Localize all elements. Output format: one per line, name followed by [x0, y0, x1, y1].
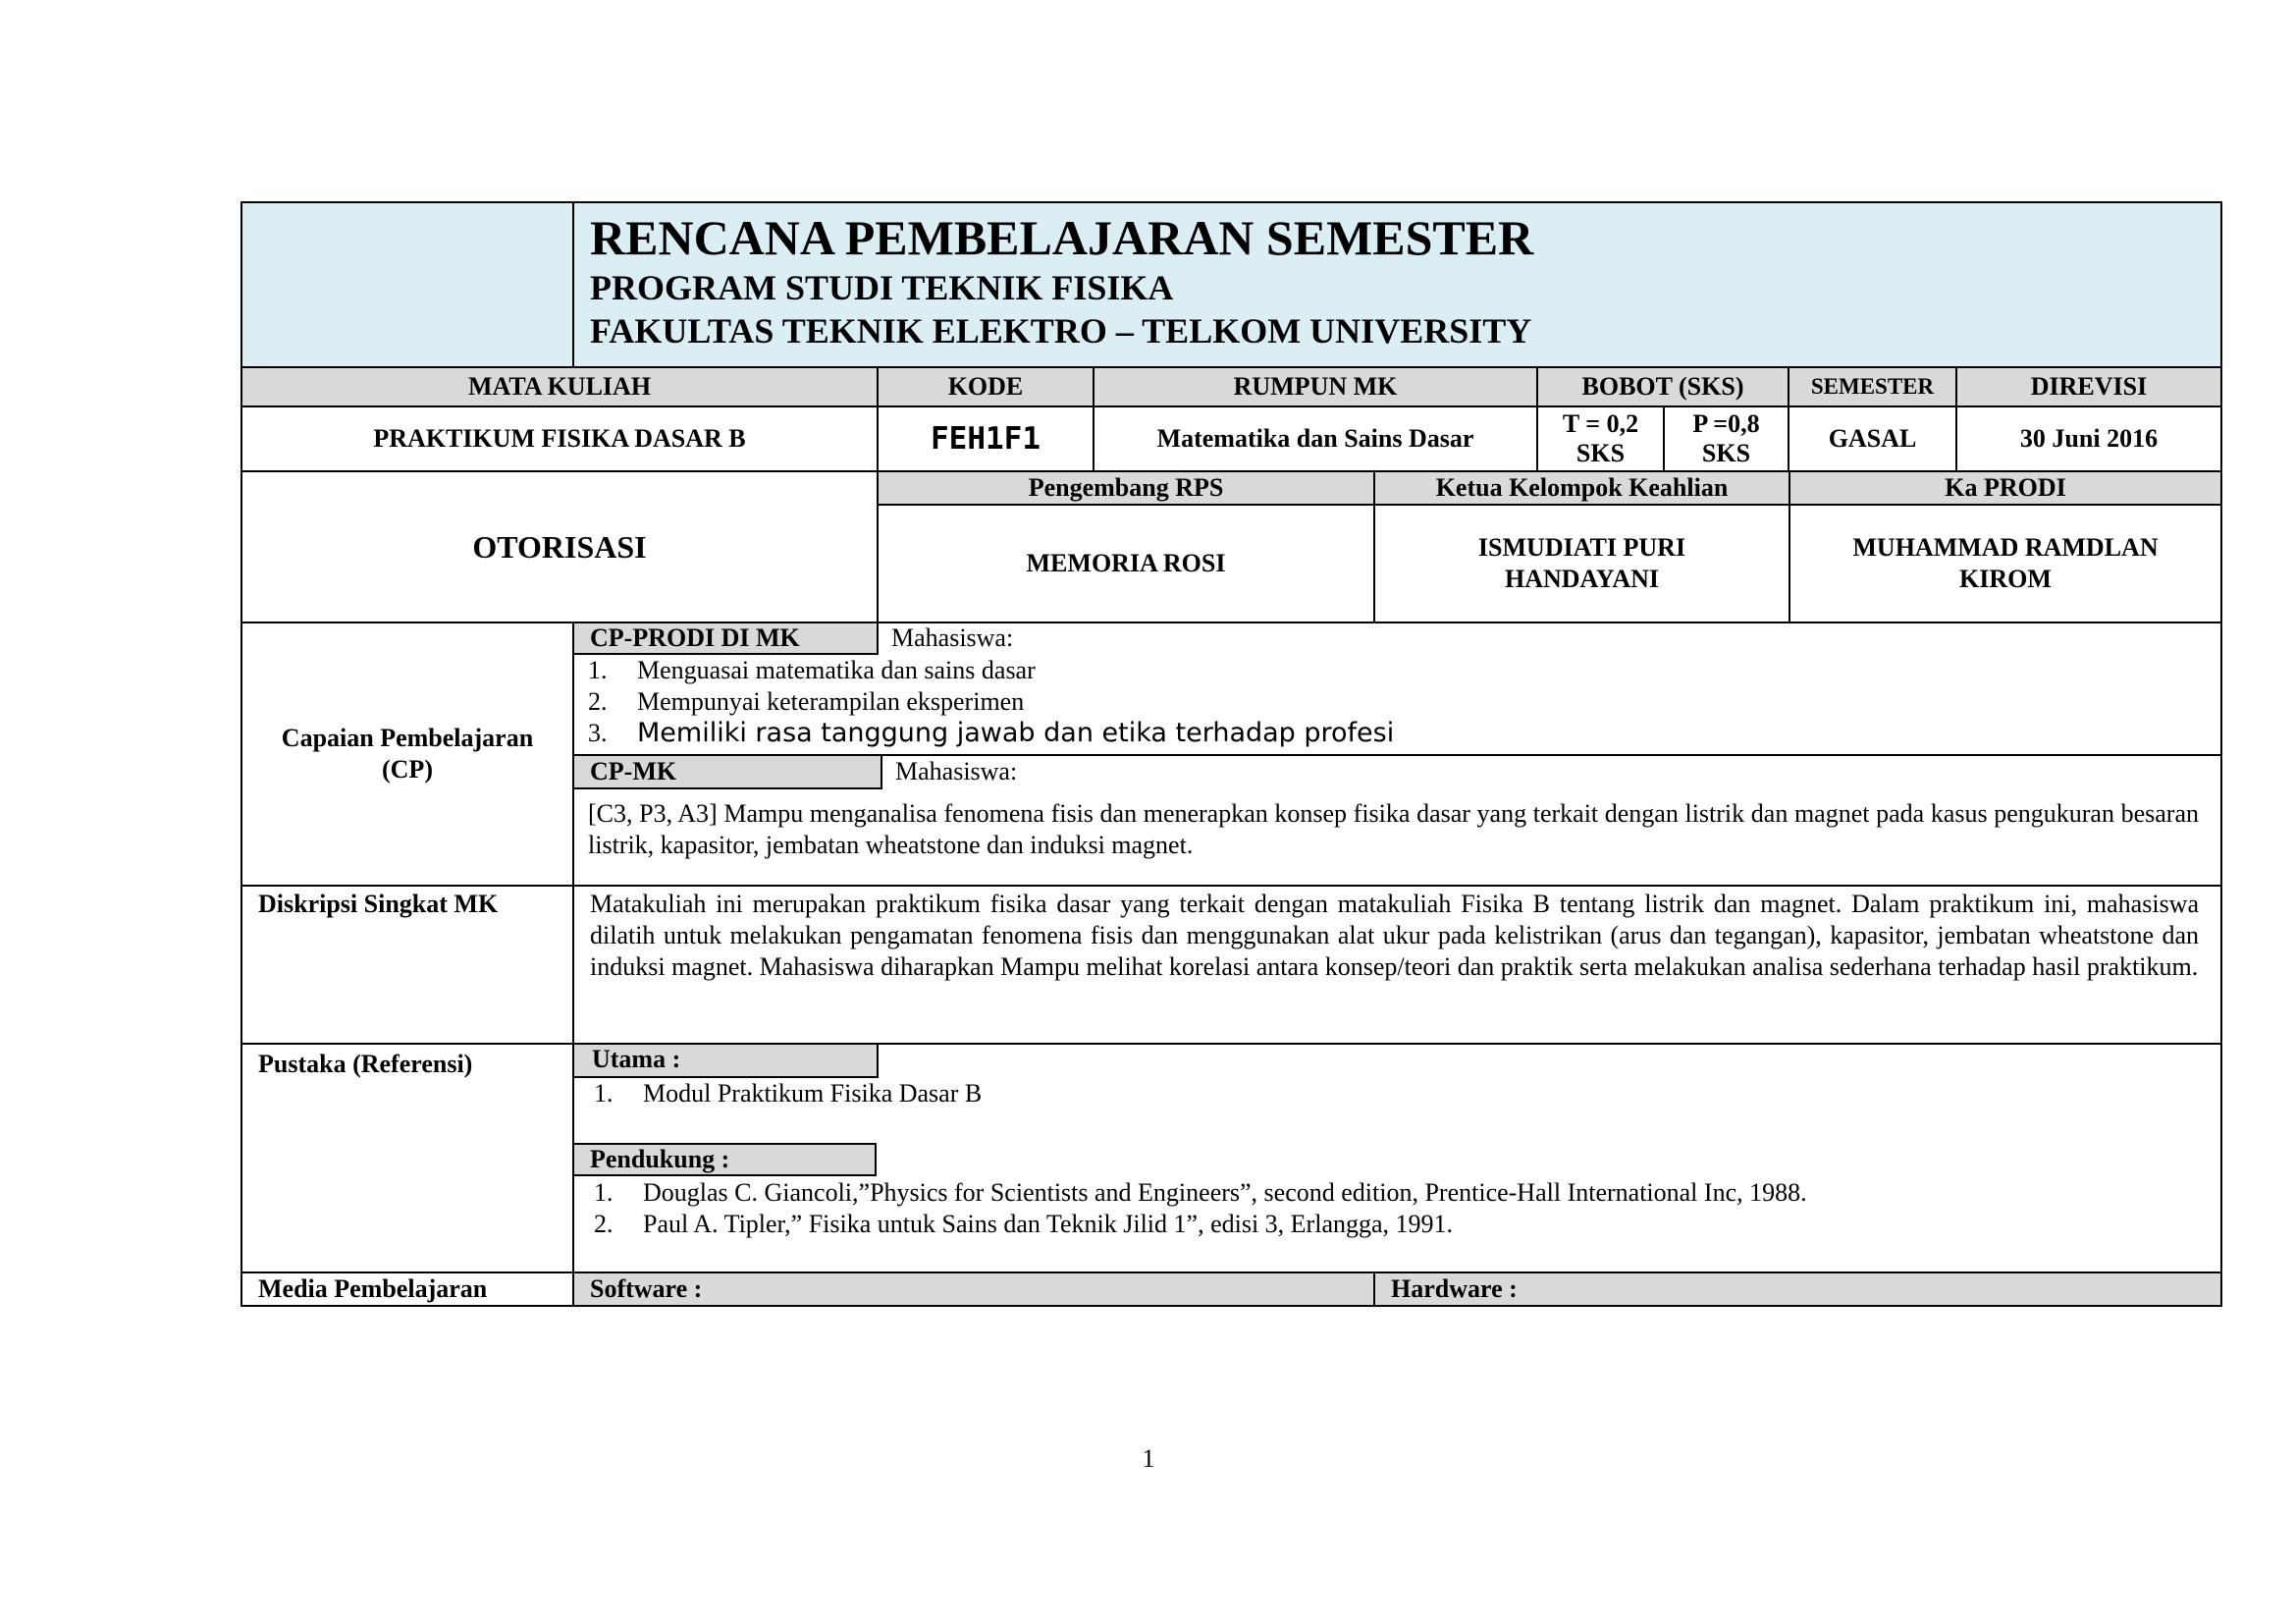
- list-item: 3. Memiliki rasa tanggung jawab dan etika terhadap profesi: [588, 718, 1395, 748]
- kaprodi-name-line1: MUHAMMAD RAMDLAN: [1852, 533, 2159, 562]
- col-header-bobot: BOBOT (SKS): [1536, 366, 1789, 407]
- kaprodi-label: Ka PRODI: [1789, 470, 2222, 506]
- pengembang-name: MEMORIA ROSI: [877, 504, 1375, 623]
- pustaka-label: Pustaka (Referensi): [240, 1043, 574, 1273]
- list-item: 2. Mempunyai keterampilan eksperimen: [588, 687, 1025, 716]
- bobot-praktik-unit: SKS: [1701, 439, 1751, 467]
- cp-mk-label: CP-MK: [572, 754, 882, 789]
- cp-prodi-label: CP-PRODI DI MK: [572, 622, 879, 655]
- col-header-mata-kuliah: MATA KULIAH: [240, 366, 879, 407]
- cp-prodi-intro: Mahasiswa:: [891, 623, 1014, 652]
- page-number: 1: [1142, 1444, 1155, 1473]
- col-header-semester: SEMESTER: [1788, 366, 1957, 407]
- cp-label-line1: Capaian Pembelajaran: [281, 724, 534, 752]
- ketua-name-line2: HANDAYANI: [1504, 565, 1659, 593]
- cp-prodi-list: [588, 655, 2198, 749]
- ketua-name-line1: ISMUDIATI PURI: [1477, 533, 1686, 562]
- pustaka-pendukung-label: Pendukung :: [574, 1143, 877, 1176]
- faculty-name: FAKULTAS TEKNIK ELEKTRO – TELKOM UNIVERSITY: [590, 311, 1532, 351]
- pustaka-pendukung-list: [594, 1177, 2204, 1240]
- col-header-kode: KODE: [877, 366, 1095, 407]
- list-item: 1. Modul Praktikum Fisika Dasar B: [594, 1079, 983, 1108]
- course-rumpun: Matematika dan Sains Dasar: [1093, 406, 1538, 472]
- kaprodi-name: [1789, 504, 2222, 623]
- media-software: Software :: [572, 1271, 1375, 1307]
- ketua-label: Ketua Kelompok Keahlian: [1373, 470, 1790, 506]
- header-cell: [572, 201, 2222, 368]
- bobot-praktik: [1663, 406, 1789, 472]
- program-name: PROGRAM STUDI TEKNIK FISIKA: [590, 268, 1174, 307]
- col-header-direvisi: DIREVISI: [1955, 366, 2222, 407]
- course-code: FEH1F1: [877, 406, 1095, 472]
- kaprodi-name-line2: KIROM: [1959, 565, 2052, 593]
- course-name: PRAKTIKUM FISIKA DASAR B: [240, 406, 879, 472]
- pustaka-utama-list: [594, 1078, 2204, 1109]
- otorisasi-label: OTORISASI: [240, 470, 879, 623]
- list-item: 1. Douglas C. Giancoli,”Physics for Scientists and Engineers”, second edition, Prentice-Hall International Inc, 1988.: [594, 1178, 1807, 1207]
- ketua-name: [1373, 504, 1790, 623]
- media-hardware: Hardware :: [1373, 1271, 2222, 1307]
- cp-label: [240, 622, 574, 887]
- pustaka-utama-label: Utama :: [574, 1045, 879, 1078]
- document-title: RENCANA PEMBELAJARAN SEMESTER: [590, 210, 1534, 265]
- list-item: 1. Menguasai matematika dan sains dasar: [588, 656, 1036, 684]
- bobot-teori: [1536, 406, 1665, 472]
- course-revised-date: 30 Juni 2016: [1955, 406, 2222, 472]
- logo-cell: [240, 201, 574, 368]
- media-label: Media Pembelajaran: [240, 1271, 574, 1307]
- bobot-praktik-value: P =0,8: [1692, 409, 1760, 438]
- course-semester: GASAL: [1788, 406, 1957, 472]
- cp-label-line2: (CP): [382, 755, 433, 784]
- pengembang-label: Pengembang RPS: [877, 470, 1375, 506]
- deskripsi-text: Matakuliah ini merupakan praktikum fisika dasar yang terkait dengan matakuliah Fisika B tentang listrik dan magnet. Dalam praktikum ini, mahasiswa dilatih untuk melakukan pengamatan fenomena fisis dan menggunakan alat ukur pada kelistrikan (arus dan tegangan), kapasitor, jembatan wheatstone dan induksi magnet. Mahasiswa diharapkan Mampu melihat korelasi antara konsep/teori dan praktik serta melakukan analisa sederhana terhadap hasil praktikum.: [572, 885, 2222, 1045]
- list-item: 2. Paul A. Tipler,” Fisika untuk Sains dan Teknik Jilid 1”, edisi 3, Erlangga, 1991.: [594, 1210, 1454, 1238]
- deskripsi-label: Diskripsi Singkat MK: [240, 885, 574, 1045]
- cp-mk-text: [C3, P3, A3] Mampu menganalisa fenomena fisis dan menerapkan konsep fisika dasar yang terkait dengan listrik dan magnet pada kasus pengukuran besaran listrik, kapasitor, jembatan wheatstone dan induksi magnet.: [588, 799, 2199, 859]
- col-header-rumpun: RUMPUN MK: [1093, 366, 1538, 407]
- bobot-teori-unit: SKS: [1575, 439, 1626, 467]
- bobot-teori-value: T = 0,2: [1562, 409, 1639, 438]
- cp-mk-intro: Mahasiswa:: [895, 757, 1018, 785]
